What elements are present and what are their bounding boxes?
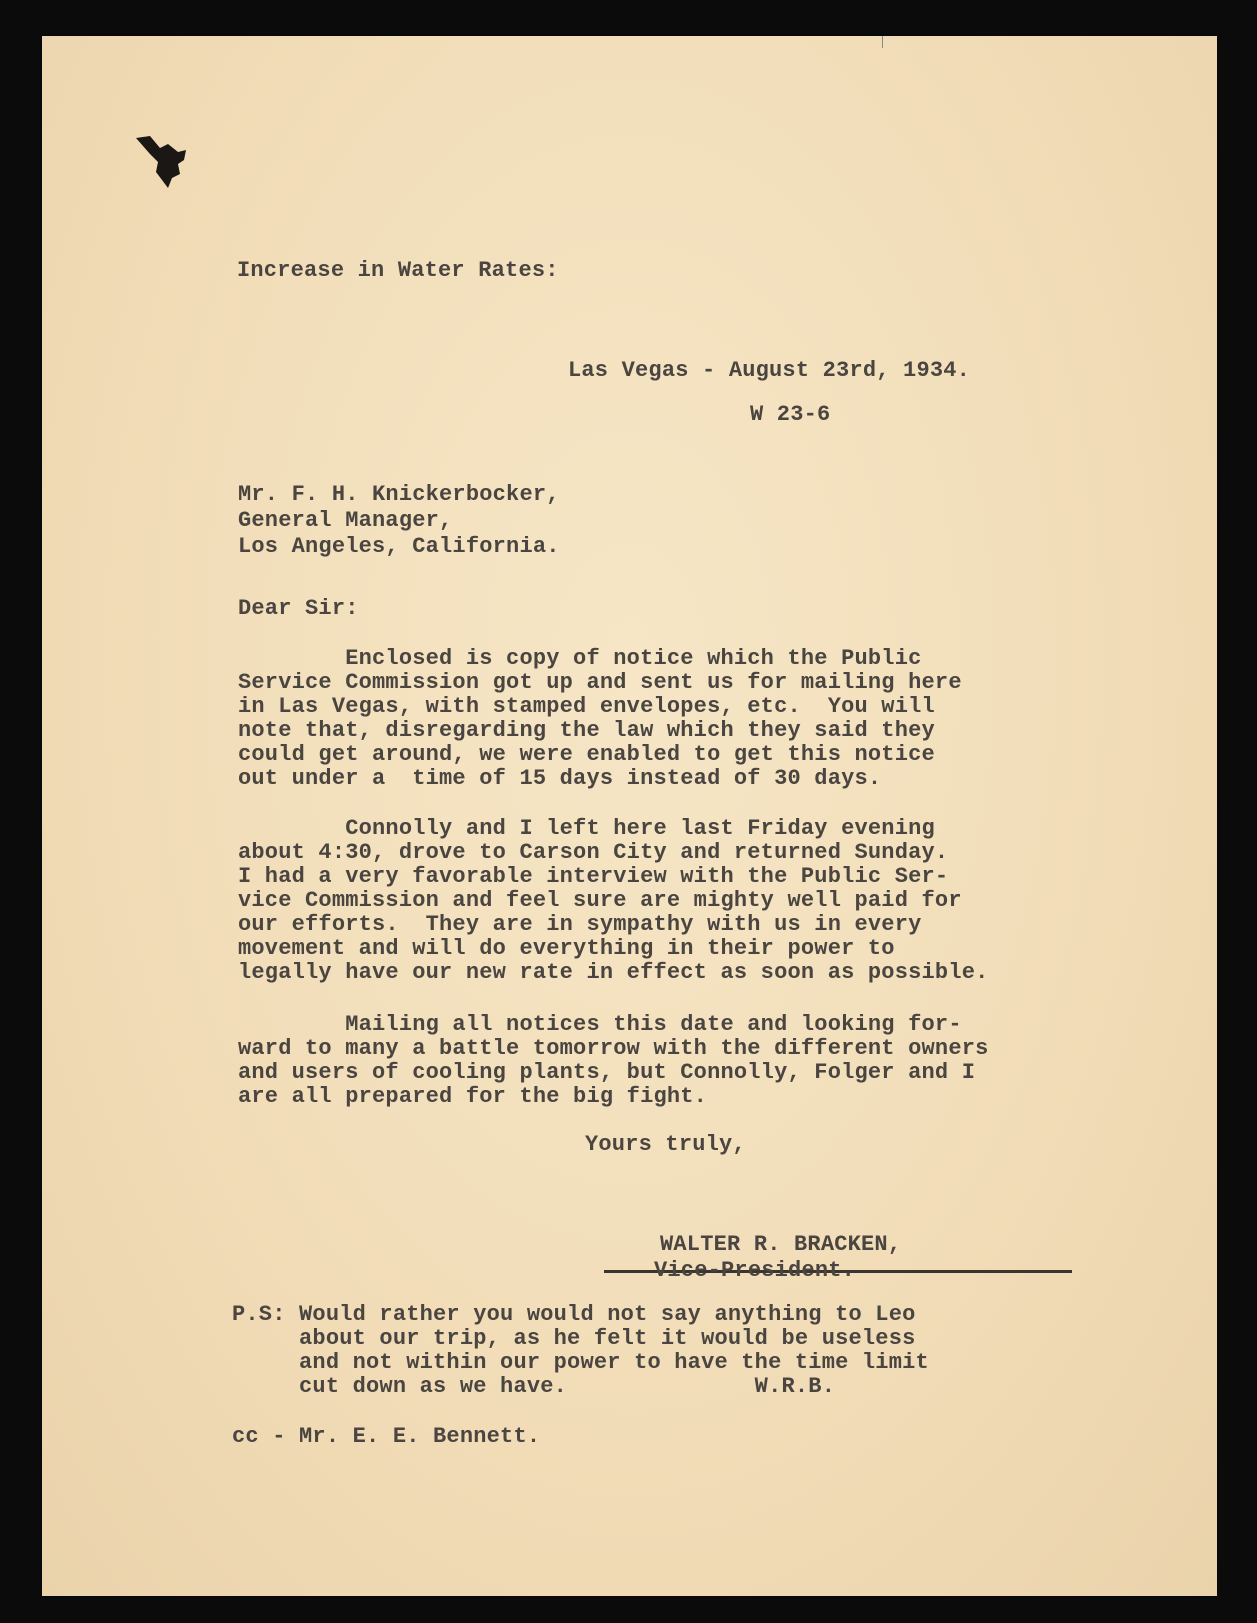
body-line: out under a time of 15 days instead of 30 days. [238,766,882,791]
postscript-line: and not within our power to have the time limit [232,1350,929,1375]
file-reference: W 23-6 [750,402,831,427]
signature-name: WALTER R. BRACKEN, [660,1232,902,1257]
body-line: and users of cooling plants, but Connolly, Folger and I [238,1060,976,1085]
recipient-title: General Manager, [238,508,453,533]
postscript-line: about our trip, as he felt it would be useless [232,1326,916,1351]
body-line: are all prepared for the big fight. [238,1084,708,1109]
body-line: in Las Vegas, with stamped envelopes, etc. You will [238,694,935,719]
body-line: note that, disregarding the law which they said they [238,718,935,743]
paper-edge-mark [882,36,883,48]
body-line: movement and will do everything in their power to [238,936,895,961]
body-line: Connolly and I left here last Friday evening [238,816,935,841]
ink-blot-mark-icon [134,134,204,190]
body-line: about 4:30, drove to Carson City and returned Sunday. [238,840,949,865]
dateline: Las Vegas - August 23rd, 1934. [568,358,971,383]
body-line: I had a very favorable interview with the Public Ser- [238,864,949,889]
postscript-line: P.S: Would rather you would not say anything to Leo [232,1302,916,1327]
body-line: Service Commission got up and sent us for mailing here [238,670,962,695]
postscript-line: cut down as we have. W.R.B. [232,1374,836,1399]
recipient-name: Mr. F. H. Knickerbocker, [238,482,560,507]
body-line: vice Commission and feel sure are mighty well paid for [238,888,962,913]
letter-page [42,36,1217,1596]
body-line: our efforts. They are in sympathy with us in every [238,912,922,937]
body-line: Mailing all notices this date and looking for- [238,1012,962,1037]
body-line: could get around, we were enabled to get this notice [238,742,935,767]
recipient-location: Los Angeles, California. [238,534,560,559]
carbon-copy-line: cc - Mr. E. E. Bennett. [232,1424,541,1449]
subject-line: Increase in Water Rates: [237,258,559,283]
body-line: legally have our new rate in effect as soon as possible. [238,960,989,985]
body-line: Enclosed is copy of notice which the Public [238,646,922,671]
body-line: ward to many a battle tomorrow with the different owners [238,1036,989,1061]
salutation: Dear Sir: [238,596,359,621]
closing: Yours truly, [585,1132,746,1157]
signature-title: Vice-President. [654,1258,856,1283]
